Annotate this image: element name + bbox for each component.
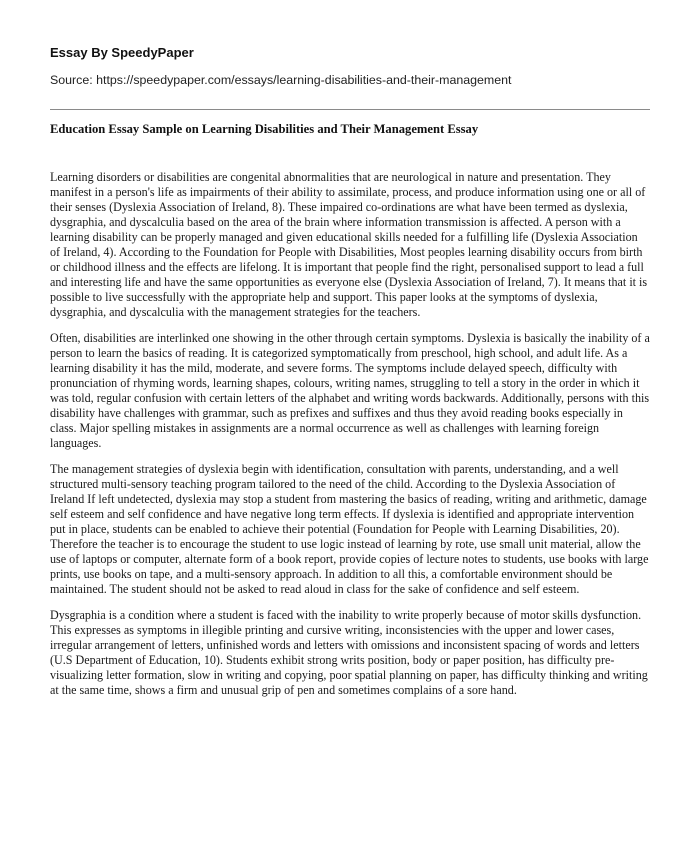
essay-title: Education Essay Sample on Learning Disabilities and Their Management Essay: [50, 122, 479, 136]
essay-body: [50, 170, 650, 709]
source-line: Source: https://speedypaper.com/essays/learning-disabilities-and-their-management: [50, 73, 512, 87]
header-divider: [50, 109, 650, 110]
brand-heading: Essay By SpeedyPaper: [50, 45, 194, 60]
paragraph-1: Learning disorders or disabilities are congenital abnormalities that are neurological in nature and presentation. They manifest in a person's life as impairments of their ability to assimilate, process, and produce information using one or all of their senses (Dyslexia Association of Ireland, 8). These impaired co-ordinations are what have been termed as dyslexia, dysgraphia, and dyscalculia based on the area of the brain where information transmission is affected. A person with a learning disability can be properly managed and given educational skills needed for a fulfilling life (Dyslexia Association of Ireland, 4). According to the Foundation for People with Disabilities, Most peoples learning disability occurs from birth or childhood illness and the effects are lifelong. It is important that people find the right, personalised support to lead a full and interesting life and have the same opportunities as everyone else (Dyslexia Association of Ireland, 7). It means that it is possible to live successfully with the appropriate help and support. This paper looks at the symptoms of dyslexia, dysgraphia, and dyscalculia with the management strategies for the teachers.: [50, 170, 648, 319]
paragraph-4: Dysgraphia is a condition where a student is faced with the inability to write properly because of motor skills dysfunction. This expresses as symptoms in illegible printing and cursive writing, inconsistencies with the upper and lower cases, irregular arrangement of letters, unfinished words and letters with omissions and inconsistent spacing of words and letters (U.S Department of Education, 10). Students exhibit strong writs position, body or paper position, has difficulty pre-visualizing letter formation, slow in writing and copying, poor spatial planning on paper, has difficulty thinking and writing at the same time, shows a firm and unusual grip of pen and sometimes complains of a sore hand.: [50, 608, 648, 697]
paragraph-3: The management strategies of dyslexia begin with identification, consultation with parents, understanding, and a well structured multi-sensory teaching program tailored to the need of the child. According to the Dyslexia Association of Ireland If left undetected, dyslexia may stop a student from mastering the basics of reading, writing and arithmetic, damage self esteem and self confidence and have negative long term effects. If dyslexia is identified and appropriate intervention put in place, students can be enabled to achieve their potential (Foundation for People with Learning Disabilities, 20). Therefore the teacher is to encourage the student to use logic instead of learning by rote, use small unit material, allow the use of laptops or computer, alternate form of a book report, provide copies of lecture notes to students, use books with large prints, use books on tape, and a multi-sensory approach. In addition to all this, a comfortable environment should be maintained. The student should not be asked to read aloud in class for the sake of confidence and self esteem.: [50, 462, 649, 596]
paragraph-2: Often, disabilities are interlinked one showing in the other through certain symptoms. Dyslexia is basically the inability of a person to learn the basics of reading. It is categorized symptomatically from preschool, high school, and adult life. As a learning disability it has the mild, moderate, and severe forms. The symptoms include delayed speech, difficulty with pronunciation of rhyming words, learning shapes, colours, writing names, struggling to tell a story in the order in which it was told, regular confusion with certain letters of the alphabet and writing words backwards. Additionally, persons with this disability have challenges with grammar, such as prefixes and suffixes and thus they avoid reading books especially in class. Major spelling mistakes in assignments are a normal occurrence as well as challenges with learning foreign languages.: [50, 331, 650, 450]
